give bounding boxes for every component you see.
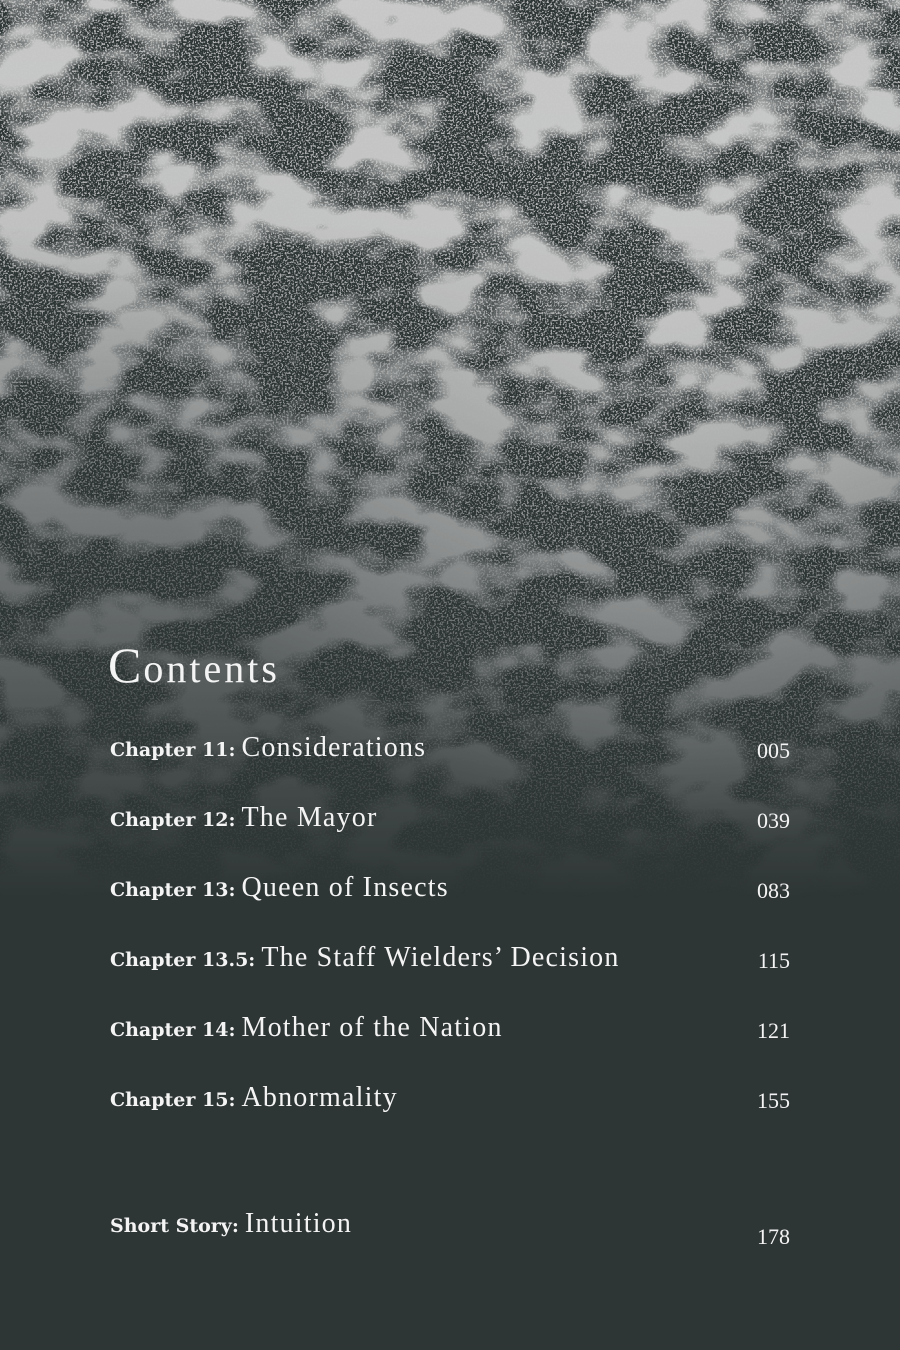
chapter-title: Mother of the Nation xyxy=(241,1012,503,1043)
chapter-number: Chapter 11: xyxy=(110,739,236,761)
chapter-title: Intuition xyxy=(244,1208,353,1239)
chapter-title: The Mayor xyxy=(241,802,378,833)
toc-entry-chapter-14[interactable] xyxy=(110,1002,790,1042)
page-number: 121 xyxy=(757,1018,790,1043)
entry-label xyxy=(110,1014,503,1042)
page-number: 178 xyxy=(757,1224,790,1249)
chapter-number: Chapter 14: xyxy=(110,1019,236,1041)
toc-entry-chapter-13-5[interactable] xyxy=(110,932,790,972)
chapter-title: Queen of Insects xyxy=(241,872,449,903)
chapter-title: Abnormality xyxy=(241,1082,398,1113)
page-number: 005 xyxy=(757,738,790,763)
toc-entry-chapter-13[interactable] xyxy=(110,862,790,902)
contents-heading xyxy=(108,637,280,693)
toc-entry-chapter-15[interactable] xyxy=(110,1072,790,1112)
entry-label xyxy=(110,1084,398,1112)
entry-label xyxy=(110,874,449,902)
contents-heading-initial: C xyxy=(108,637,144,693)
chapter-number: Chapter 15: xyxy=(110,1089,236,1111)
page-number: 155 xyxy=(757,1088,790,1113)
toc-entry-chapter-12[interactable] xyxy=(110,792,790,832)
chapter-number: Chapter 13: xyxy=(110,879,236,901)
chapter-number: Chapter 13.5: xyxy=(110,949,256,971)
entry-label xyxy=(110,734,426,762)
chapter-title: The Staff Wielders’ Decision xyxy=(261,942,620,973)
toc-entry-short-story[interactable] xyxy=(110,1202,790,1248)
entry-label xyxy=(110,804,377,832)
entry-label xyxy=(110,944,620,972)
entry-label xyxy=(110,1210,352,1238)
chapter-number: Short Story: xyxy=(110,1215,239,1237)
page-number: 083 xyxy=(757,878,790,903)
chapter-title: Considerations xyxy=(241,732,427,763)
page-number: 039 xyxy=(757,808,790,833)
toc-entry-chapter-11[interactable] xyxy=(110,722,790,762)
chapter-number: Chapter 12: xyxy=(110,809,236,831)
page-number: 115 xyxy=(757,948,790,973)
contents-heading-rest: ontents xyxy=(143,646,280,691)
